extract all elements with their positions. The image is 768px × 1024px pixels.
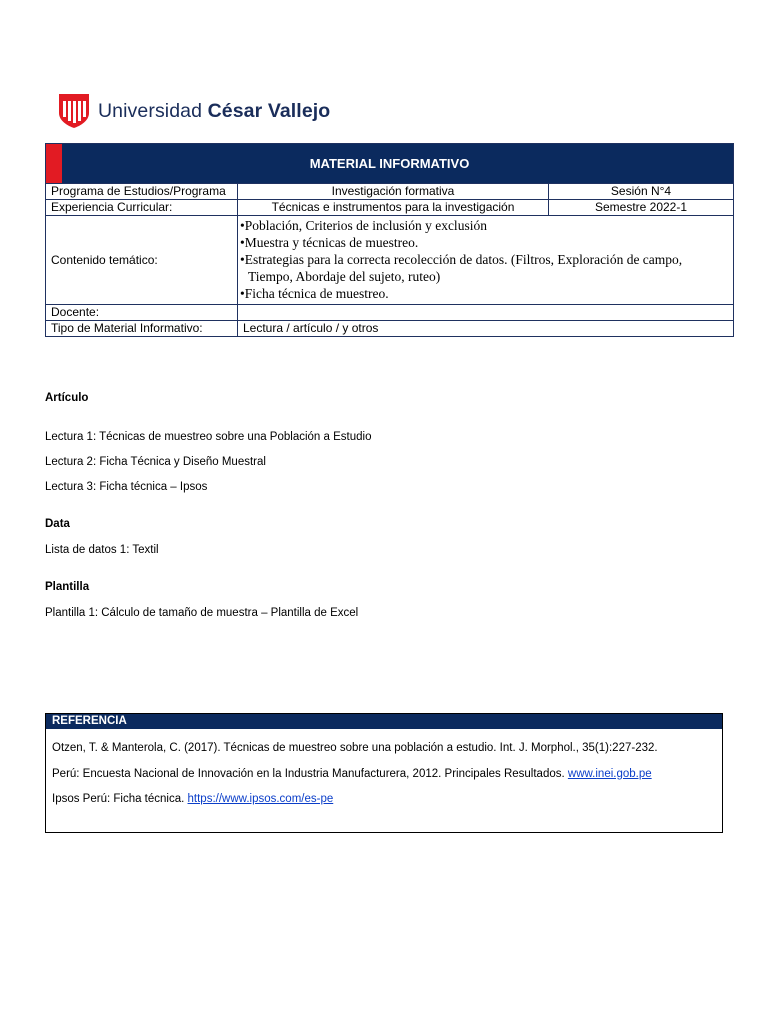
tipo-value: Lectura / artículo / y otros [238,321,734,337]
contenido-item: •Ficha técnica de muestreo. [240,286,389,301]
reference-item: Perú: Encuesta Nacional de Innovación en la Industria Manufacturera, 2012. Principales Resultados. www.inei.gob.pe [52,768,652,780]
material-info-table [45,143,734,337]
experiencia-label: Experiencia Curricular: [46,200,238,216]
table-row [46,200,734,216]
referencia-heading: REFERENCIA [46,714,722,729]
contenido-item: •Población, Criterios de inclusión y exclusión [240,218,487,233]
table-row [46,184,734,200]
ucv-shield-logo-icon [58,93,90,129]
tipo-label: Tipo de Material Informativo: [46,321,238,337]
sesion-value: Sesión N°4 [549,184,734,200]
programa-label: Programa de Estudios/Programa [46,184,238,200]
experiencia-value: Técnicas e instrumentos para la investigación [238,200,549,216]
logo-wordmark: Universidad César Vallejo [98,99,331,122]
docente-value [238,305,734,321]
contenido-item: •Estrategias para la correcta recolección de datos. (Filtros, Exploración de campo, [240,252,683,267]
articulo-item[interactable]: Lectura 2: Ficha Técnica y Diseño Muestral [45,456,266,468]
table-row [46,216,734,305]
plantilla-heading: Plantilla [45,581,90,593]
contenido-item: •Muestra y técnicas de muestreo. [240,235,419,250]
data-item[interactable]: Lista de datos 1: Textil [45,544,159,556]
articulo-heading: Artículo [45,392,89,404]
contenido-label: Contenido temático: [46,216,238,305]
articulo-item[interactable]: Lectura 1: Técnicas de muestreo sobre una Población a Estudio [45,431,372,443]
programa-value: Investigación formativa [238,184,549,200]
university-logo [58,92,330,130]
reference-item: Otzen, T. & Manterola, C. (2017). Técnicas de muestreo sobre una población a estudio. Int. J. Morphol., 35(1):227-232. [52,742,658,754]
table-row [46,305,734,321]
inei-link[interactable]: www.inei.gob.pe [567,768,652,780]
referencia-box [45,713,723,833]
data-heading: Data [45,518,70,530]
table-row [46,321,734,337]
articulo-item[interactable]: Lectura 3: Ficha técnica – Ipsos [45,481,208,493]
docente-label: Docente: [46,305,238,321]
ipsos-link[interactable]: https://www.ipsos.com/es-pe [187,793,334,805]
table-title: MATERIAL INFORMATIVO [46,144,734,184]
contenido-item: Tiempo, Abordaje del sujeto, ruteo) [248,269,441,284]
plantilla-item[interactable]: Plantilla 1: Cálculo de tamaño de muestra – Plantilla de Excel [45,607,359,619]
red-accent-bar [46,144,62,183]
semestre-value: Semestre 2022-1 [549,200,734,216]
reference-item: Ipsos Perú: Ficha técnica. https://www.ipsos.com/es-pe [52,793,334,805]
contenido-list [238,216,734,305]
